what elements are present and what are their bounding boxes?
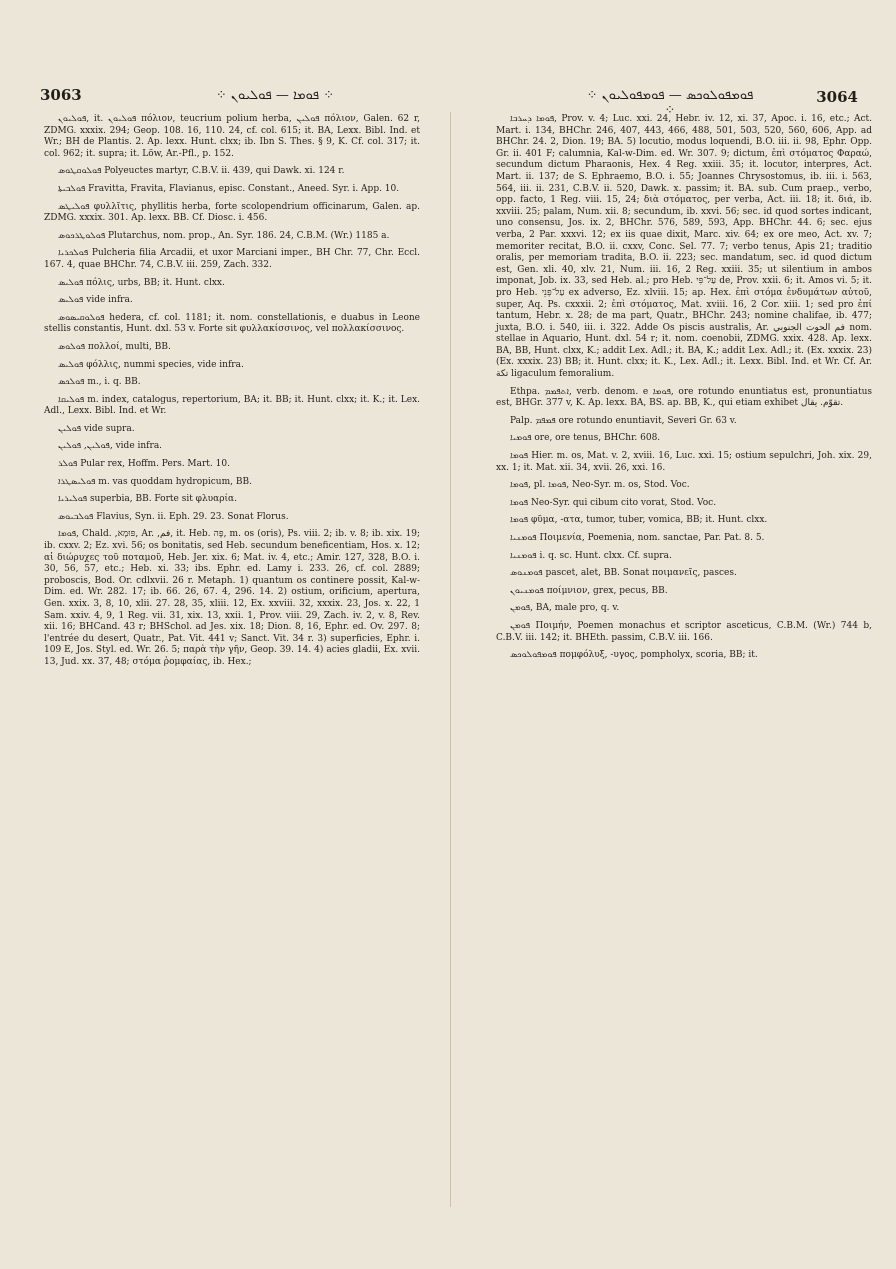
entry: ܦܘܠܝܣ πόλις, urbs, BB; it. Hunt. clxx. (58, 277, 225, 288)
entry: Palp. ܦܡܦܡ ore rotundo enuntiavit, Severi Gr. 63 v. (510, 415, 737, 426)
entry: ܦܘܡܦܘܠܘܟܣ πομφόλυξ, -υγος, pompholyx, scoria, BB; it. (510, 650, 758, 661)
entry: ܦܘܡܢ, BA, male pro, q. v. (510, 603, 620, 614)
entry: Ethpa. ܐܬܦܡܡ, verb. denom. e ܦܘܡܐ, ore rotundo enuntiatus est, pronuntiatus est, BHGr. 377 v, K. Ap. lexx. BA, BS. ap. BB, K., qui etiam exhibet تقوّم. يقال. (496, 386, 872, 409)
left-running-title: ⁘ ܦܘܡܐ — ܦܘܠܝܘܢ ⁘ (215, 88, 335, 103)
entry: ܦܘܡܢܝܘܢ ποίμνιον, grex, pecus, BB. (510, 585, 668, 596)
entry: ܦܘܠܟܪܝܐ Pulcheria filia Arcadii, et uxor Marciani imper., BH Chr. 77, Chr. Eccl. 167. 4, quae BHChr. 74, C.B.V. iii. 259, Zach. 332. (44, 248, 420, 270)
right-running-title: ⁘ ܦܘܡܦܘܠܘܟܣ — ܦܘܡܦܘܠܝܘܢ ⁘ (586, 88, 754, 118)
entry: ܦܘܡܐ, Chald. ,פּוּמָא, Ar. ,فم, it. Heb. פֶּה, m. os (oris), Ps. viii. 2; ib. v. 8; ib. xix. 19; ib. cxxv. 2; Ez. xvi. 56; os bonitatis, sed Heb. secundum beneficentiam, Hos. x. 12; αἱ διώρυχες τοῦ ποταμοῦ, Heb. Jer. xix. 6; Mat. iv. 4, etc.; Amir. 127, 328, B.O. i. 30, 56, 57, etc.; Heb. xi. 33; ibs. Ephr. ed. Lamy i. 233. 26, cf. col. 2889; proboscis, Bod. Or. cdlxvii. 26 r. Metaph. 1) quantum os continere possit, Kal-w-Dim. ed. Wr. 282. 17; ib. 66. 26, 67. 4, 296. 14. 2) ostium, orificium, apertura, Gen. xxix. 3, 8, 10, xlii. 27. 28, 35, xliii. 12, Ex. xxviii. 32, xxxix. 23, Jos. x. 22, 1 Sam. xxiv. 4, 9, 1 Reg. vii. 31, xix. 13, xxii. 1, Prov. viii. 29, Zach. iv. 2, v. 8, Rev. xii. 16; BHCand. 43 r; BHSchol. ad Jes. xix. 18; Dion. 8, 16, Ephr. ed. Ov. 297. 8; l'entrée du desert, Quatr., Pat. Vit. 441 v; Sanct. Vit. 34 r. 3) superficies, Ephr. i. 109 E, Jos. Styl. ed. Wr. 26. 5; παρὰ τὴν γῆν, Geop. 39. 14. 4) acies gladii, Ex. xvii. 13, Jud. xx. 37, 48; στόμα ῥομφαίας, ib. Hex.; (44, 529, 421, 667)
right-column (496, 114, 872, 668)
entry: ܦܘܠܘܩܝܣܘܣ hedera, cf. col. 1181; it. nom. constellationis, e duabus in Leone stellis constantis, Hunt. dxl. 53 v. Forte sit φυλλακίσσινος, vel πολλακίσσινος. (44, 312, 420, 335)
entry: ܦܘܠܘܛܪܟܘܣ Plutarchus, nom. prop., An. Syr. 186. 24, C.B.M. (Wr.) 1185 a. (58, 230, 390, 241)
entry: ܦܘܡܢܝܐ Ποιμενία, Poemenia, nom. sanctae, Par. Pat. 8. 5. (510, 533, 765, 543)
entry: ܦܘܡܐ Neo-Syr. qui cibum cito vorat, Stod. Voc. (510, 497, 717, 508)
entry: ܦܘܠܝܪܝܐ superbia, BB. Forte sit φλυαρία. (58, 494, 237, 505)
entry: ܦܘܠܪ Pular rex, Hoffm. Pers. Mart. 10. (58, 459, 230, 470)
entry: ܦܘܡܝܐ ore, ore tenus, BHChr. 608. (510, 433, 661, 444)
entry: ܦܘܡܐ Hier. m. os, Mat. v. 2, xviii. 16, Luc. xxi. 15; ostium sepulchri, Joh. xix. 29, xx. 1; it. Mat. xii. 34, xvii. 26, xxi. 16. (496, 451, 872, 473)
left-column (44, 114, 420, 675)
entry: ܦܘܠܒܝܘܣ Flavius, Syn. ii. Eph. 29. 23. Sonat Florus. (58, 511, 289, 522)
entry: ܦܘܡܢ Ποιμήν, Poemen monachus et scriptor asceticus, C.B.M. (Wr.) 744 b, C.B.V. iii. 142; it. BHEth. passim, C.B.V. iii. 166. (496, 620, 872, 643)
entry: ܦܘܡܐ ܕܚܪܒܐ, Prov. v. 4; Luc. xxi. 24, Hebr. iv. 12, xi. 37, Apoc. i. 16, etc.; Act. Mart. i. 134, BHChr. 246, 407, 443, 466, 488, 501, 503, 520, 560, 606, App. ad BHChr. 24. 2, Dion. 19; BA. 5) locutio, modus loquendi, B.O. iii. ii. 98, Ephr. Opp. Gr. ii. 401 F; calumnia, Kal-w-Dim. ed. Wr. 307. 9; dictum, ἐπὶ στόματος Φαραώ, secundum dictum Pharaonis, Hex. 4 Reg. xxiii. 35; it. locutor, interpres, Act. Mart. ii. 137; de S. Ephraemo, B.O. i. 55; Joannes Chrysostomus, ib. iii. i. 563, 564, iii. ii. 231, C.B.V. ii. 520, Dawk. x. passim; it. BA. sub. Cum praep., verbo, opp. facto, 1 Reg. viii. 15, 24; διὰ στόματος, per verba, Act. iii. 18; it. διά, ib. xxviii. 25; palam, Num. xii. 8; secundum, ib. xxvi. 56; sec. id quod sortes indicant, uno consensu, Jos. ix. 2, BHChr. 576, 589, 593, App. BHChr. 44. 6; sec. ejus verba, 2 Par. xxxvi. 12; ex iis quae dixit, Marc. xiv. 64; ex ore meo, Act. xv. 7; memoriter recitat, B.O. ii. cxxv, Conc. Sel. 77. 7; verbo tenus, Apis 21; traditio oralis, per memoriam tradita, B.O. ii. 223; sec. mandatum, sec. id quod dictum est, Gen. xli. 40, xlv. 21, Num. iii. 16, 2 Reg. xxiii. 35; ut silentium in ambos imponat, Job. ix. 33, sed Heb. al.; pro Heb. עַל־פִּי de, Prov. xxii. 6; it. Amos vi. 5; it. pro Heb. עַל־פְּנֵי ex adverso, Ez. xlviii. 15; ap. Hex. ἐπὶ στόμα ἐνδυμάτων αὐτοῦ, super, Aq. Ps. cxxxii. 2; ἐπὶ στόματος, Mat. xviii. 16, 2 Cor. xiii. 1; sed pro ἐπί tantum, Hebr. x. 28; de ma part, Quatr., BHChr. 243; nomine chalifae, ib. 477; juxta, B.O. i. 540, iii. i. 322. Adde Os piscis australis, Ar. فم الحوت الجنوبي nom. stellae in Aquario, Hunt. dxl. 54 r; it. nom. coenobii, ZDMG. xxix. 428. Ap. lexx. BA, BB, Hunt. clxx, K.; addit Lex. Adl.; it. BA, K.; addit Lex. Adl.; it. (Ex. xxxix. 23) (Ex. xxxix. 23) BB; it. Hunt. clxx; it. K., Lex. Adl.; it. Lexx. Bibl. Ind. et Wr. Cf. Ar. تكة ligaculum femoralium. (496, 114, 872, 380)
column-divider (450, 112, 451, 1207)
entry: ܦܘܠܘܩܛܘܣ Polyeuctes martyr, C.B.V. ii. 439, qui Dawk. xi. 124 r. (58, 166, 345, 177)
entry: ܦܘܠܒܝܬܐ Fravitta, Fravita, Flavianus, episc. Constant., Aneed. Syr. i. App. 10. (58, 183, 400, 194)
entry: ܦܘܠܝܛܣ φυλλῖτις, phyllitis herba, forte scolopendrium officinarum, Galen. ap. ZDMG. xxxix. 301. Ap. lexx. BB. Cf. Diosc. i. 456. (44, 201, 420, 224)
entry: ܦܘܠܝܣ φόλλις, nummi species, vide infra. (58, 359, 244, 370)
entry: ܦܘܠܘܣ πολλοί, multi, BB. (58, 341, 171, 352)
entry: ܦܘܠܝܢ, ܦܘܠܝܢ, vide infra. (58, 441, 163, 452)
entry: ܦܘܠܝܘܢ, it. ܦܘܠܝܘܢ πόλιον, teucrium polium herba, ܦܘܠܝܢ πόλιον, Galen. 62 r, ZDMG. xxxix. 294; Geop. 108. 16, 110. 24, cf. col. 615; it. BA, Lexx. Bibl. Ind. et Wr.; BH de Plantis. 2. Ap. lexx. Hunt. clxx; ib. Ibn S. Thes. § 9, K. Cf. col. 317; it. col. 962; it. supra; it. Löw, Ar.-Pfl., p. 152. (44, 114, 420, 159)
entry: ܦܘܡܐ φῦμα, -ατα, tumor, tuber, vomica, BB; it. Hunt. clxx. (510, 515, 768, 526)
entry: ܦܘܡܢܘܣ pascet, alet, BB. Sonat ποιμανεῖς, pasces. (510, 568, 737, 579)
entry: ܦܘܠܝܩܐ m. index, catalogus, repertorium, BA; it. BB; it. Hunt. clxx; it. K.; it. Lex. Adl., Lexx. Bibl. Ind. et Wr. (44, 394, 420, 417)
entry: ܦܘܡܐ, pl. ܦܘܡܐ, Neo-Syr. m. os, Stod. Voc. (510, 480, 690, 491)
left-page-number: 3063 (40, 86, 82, 104)
entry: ܦܘܠܝܣ vide infra. (58, 295, 133, 306)
right-page-number: 3064 (816, 88, 858, 106)
entry: ܦܘܠܟܣ m., i. q. BB. (58, 377, 141, 388)
entry: ܦܘܡܢܝܐ i. q. sc. Hunt. clxx. Cf. supra. (510, 550, 672, 561)
entry: ܦܘܠܝܣܛܪܐ m. vas quoddam hydropicum, BB. (58, 476, 252, 487)
entry: ܦܘܠܝܢ vide supra. (58, 423, 135, 434)
